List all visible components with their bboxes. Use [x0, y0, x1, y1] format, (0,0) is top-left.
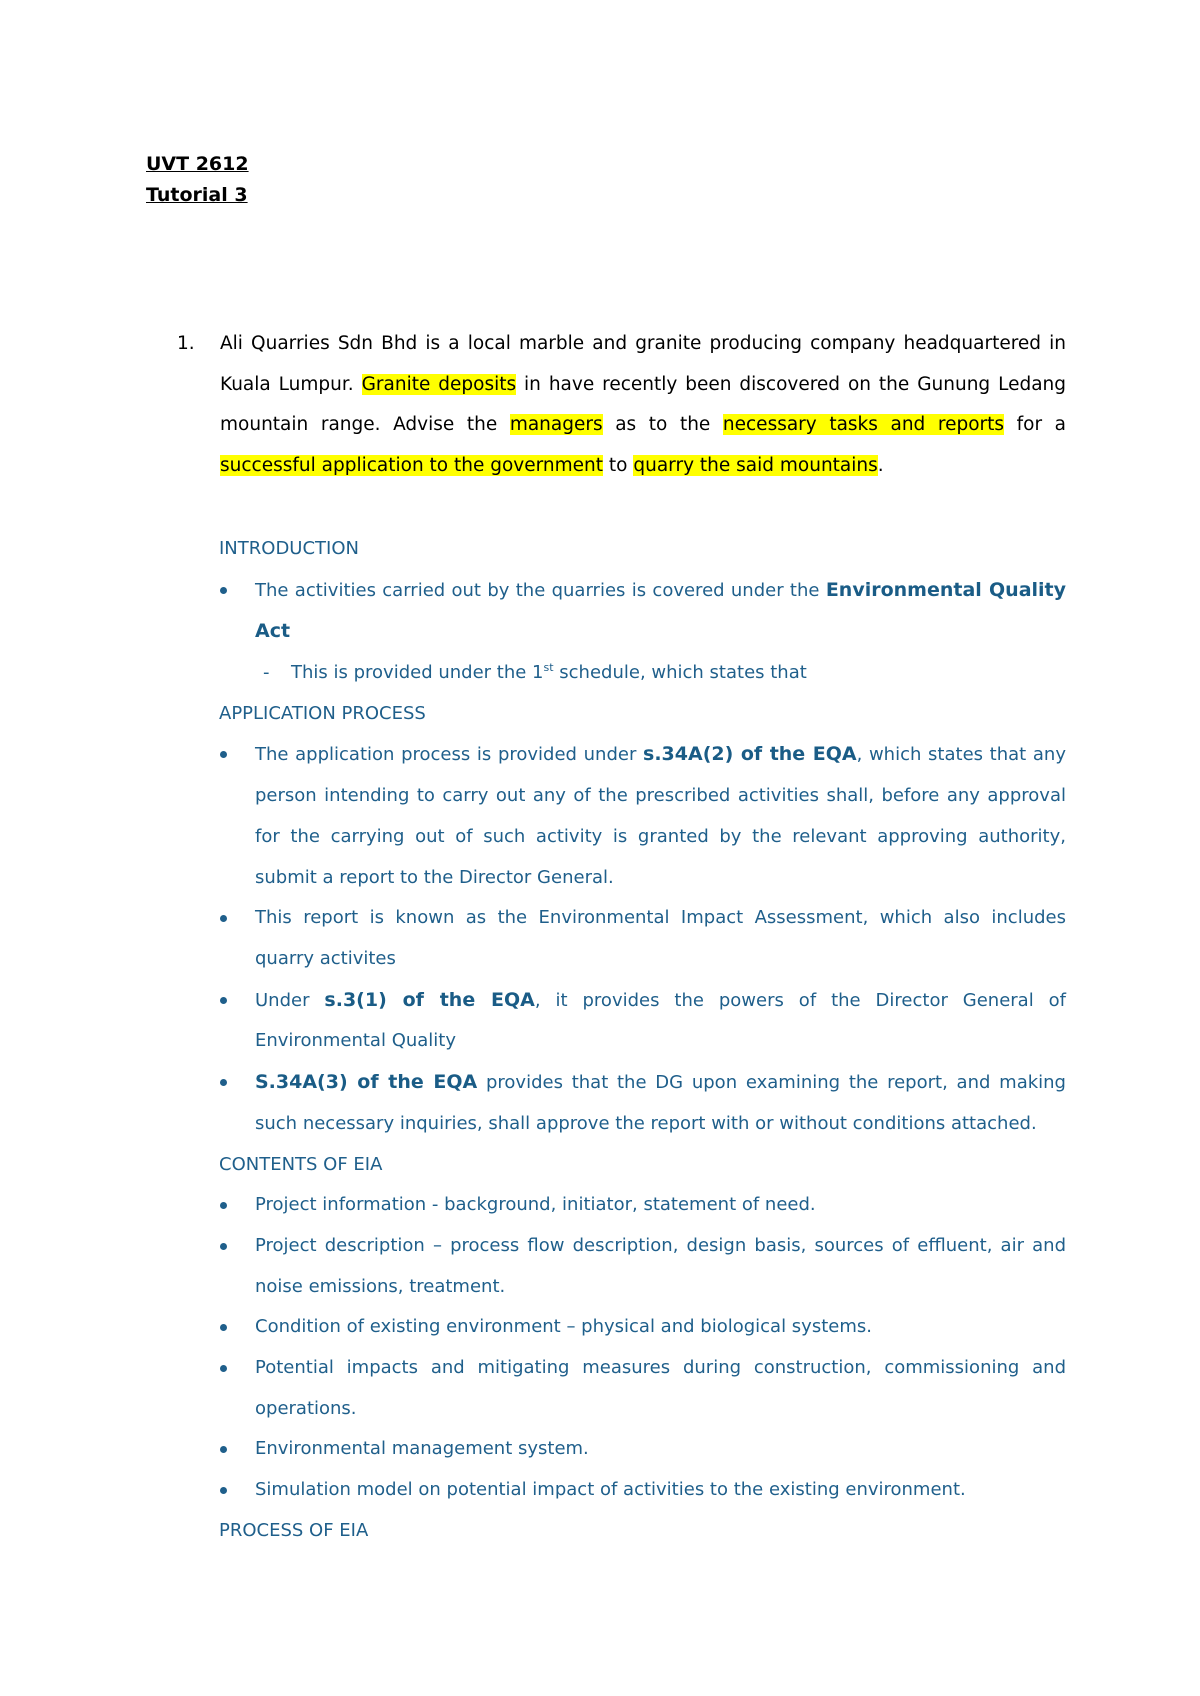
list-item-text: , which states that any person intending to carry out any of the prescribed activities shall, before any approval for the carrying out of such activity is granted by the relevant approving authority, submit a report to the Director General. — [255, 744, 1066, 888]
list-item — [219, 898, 1066, 979]
question-text-part: for a — [1004, 414, 1067, 435]
question-text-part: Ali Quarries Sdn Bhd is a local marble and granite producing company headquartered in Kuala Lumpur. — [220, 333, 1066, 395]
heading-application-process: APPLICATION PROCESS — [219, 702, 426, 724]
highlight-tasks-reports: necessary tasks and reports — [722, 414, 1005, 435]
list-item: Potential impacts and mitigating measures during construction, commissioning and operations. — [219, 1348, 1066, 1429]
heading-contents-of-eia: CONTENTS OF EIA — [219, 1153, 383, 1175]
list-item-text: The application process is provided under — [255, 744, 644, 766]
sub-item — [219, 653, 1066, 694]
question-text-part: . — [877, 454, 884, 476]
highlight-successful-application: successful application to the government — [220, 454, 604, 476]
dash-marker: - — [263, 662, 270, 684]
list-item-text: Under — [255, 989, 325, 1011]
list-item-text: provides that the DG upon examining the report, and making such necessary inquiries, shall approve the report with or without conditions attached. — [255, 1072, 1066, 1134]
list-item: Project information - background, initiator, statement of need. — [219, 1185, 1066, 1226]
act-reference: Environmental Quality Act — [255, 578, 1067, 643]
question-text-part: to — [603, 454, 634, 476]
question-text — [220, 324, 1066, 486]
list-item: Simulation model on potential impact of activities to the existing environment. — [219, 1470, 1066, 1511]
list-item: Project description – process flow description, design basis, sources of effluent, air and noise emissions, treatment. — [219, 1226, 1066, 1307]
document-header — [146, 148, 249, 210]
sub-item-text: schedule, which states that — [553, 662, 807, 684]
question-text-part: in have recently been discovered on the Gunung Ledang mountain range. Advise the — [220, 373, 1066, 435]
heading-introduction: INTRODUCTION — [219, 538, 359, 559]
introduction-list — [219, 570, 1066, 653]
superscript: st — [543, 661, 554, 675]
course-code: UVT 2612 — [146, 153, 249, 175]
application-list — [219, 734, 1066, 1144]
list-item-text: , it provides the powers of the Director General of Environmental Quality — [255, 989, 1066, 1052]
section-reference: s.34A(2) of the EQA — [643, 743, 857, 766]
list-item: Environmental management system. — [219, 1429, 1066, 1470]
question-1 — [177, 324, 1067, 486]
highlight-managers: managers — [509, 414, 603, 435]
contents-list — [219, 1185, 1066, 1511]
list-item — [219, 980, 1066, 1062]
heading-process-of-eia: PROCESS OF EIA — [219, 1519, 369, 1541]
section-reference: S.34A(3) of the EQA — [255, 1071, 478, 1094]
list-item-text: This report is known as the Environmental Impact Assessment, which also includes quarry activites — [255, 907, 1066, 969]
tutorial-title: Tutorial 3 — [146, 184, 248, 206]
sub-item-text: This is provided under the 1 — [291, 662, 544, 684]
list-item — [219, 734, 1066, 898]
list-item — [219, 570, 1066, 653]
question-number: 1. — [177, 333, 195, 354]
highlight-quarry-mountains: quarry the said mountains — [633, 454, 878, 476]
list-item-text: The activities carried out by the quarries is covered under the — [255, 579, 826, 601]
answer-section — [219, 529, 1066, 1552]
list-item — [219, 1062, 1066, 1144]
section-reference: s.3(1) of the EQA — [324, 988, 535, 1011]
question-text-part: as to the — [602, 414, 723, 435]
list-item: Condition of existing environment – physical and biological systems. — [219, 1307, 1066, 1348]
highlight-granite-deposits: Granite deposits — [361, 373, 517, 395]
